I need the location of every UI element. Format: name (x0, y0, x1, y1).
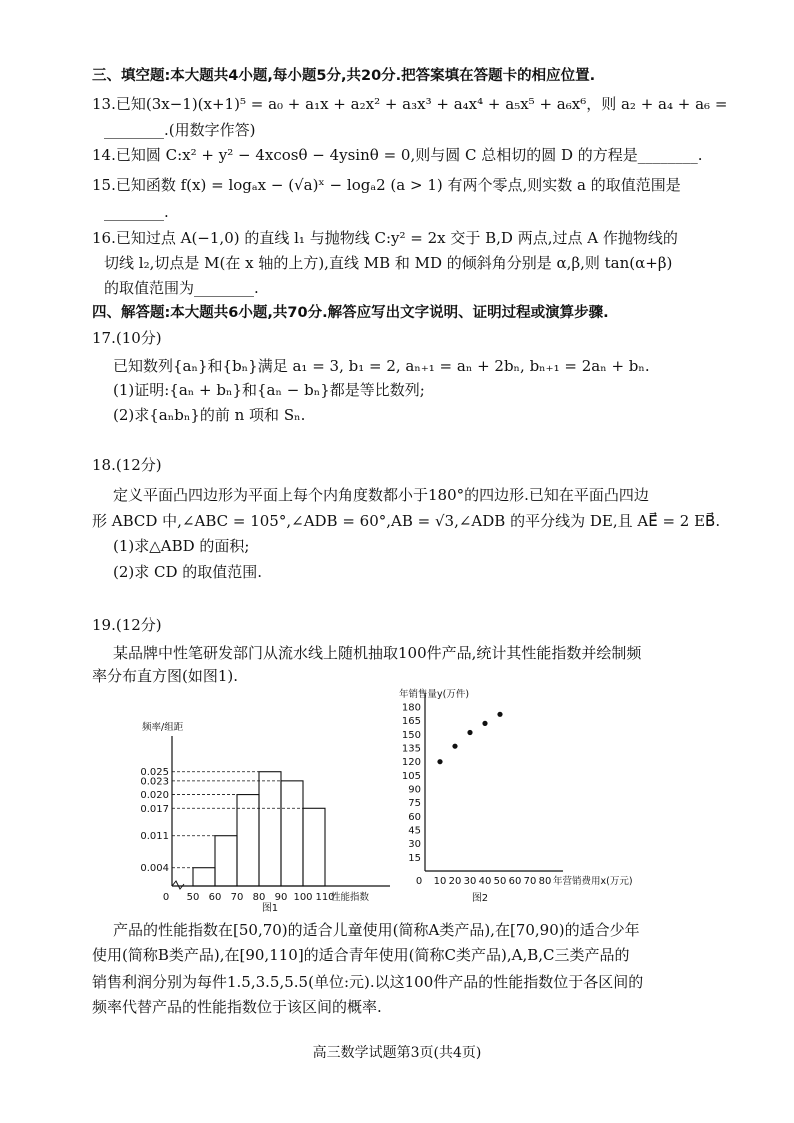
axis-break-mark (172, 881, 184, 889)
scatter-point (482, 721, 487, 726)
y-tick-label: 15 (408, 852, 421, 864)
y-tick-label: 180 (401, 702, 421, 714)
y-tick-label: 0.017 (140, 803, 169, 815)
x-tick-label: 60 (508, 876, 522, 887)
paragraph-line-1: 产品的性能指数在[50,70)的适合儿童使用(简称A类产品),在[70,90)的适合少年 (113, 921, 640, 939)
page-footer: 高三数学试题第3页(共4页) (312, 1045, 482, 1061)
question-13-line-1: 13.已知(3x−1)(x+1)⁵ = a₀ + a₁x + a₂x² + a₃x³ + a₄x⁴ + a₅x⁵ + a₆x⁶，则 a₂ + a₄ + a₆ = (92, 95, 728, 113)
histogram-bar (193, 868, 215, 886)
y-tick-label: 30 (408, 839, 421, 851)
question-18-line-2: 形 ABCD 中,∠ABC = 105°,∠ADB = 60°,AB = √3,∠ADB 的平分线为 DE,且 AE⃗ = 2 EB⃗. (92, 512, 721, 530)
y-tick-label: 45 (408, 825, 421, 837)
figure-1-histogram (140, 718, 405, 918)
scatter-point (497, 712, 502, 717)
question-17-statement: 已知数列{aₙ}和{bₙ}满足 a₁ = 3, b₁ = 2, aₙ₊₁ = aₙ + 2bₙ, bₙ₊₁ = 2aₙ + bₙ. (113, 357, 650, 375)
y-tick-label: 165 (401, 716, 421, 728)
x-tick-label: 50 (493, 876, 507, 887)
histogram-bar (303, 808, 325, 886)
question-17-header: 17.(10分) (92, 329, 162, 347)
question-14: 14.已知圆 C:x² + y² − 4xcosθ − 4ysinθ = 0,则与圆 C 总相切的圆 D 的方程是________. (92, 146, 703, 164)
question-16-line-2: 切线 l₂,切点是 M(在 x 轴的上方),直线 MB 和 MD 的倾斜角分别是 α,β,则 tan(α+β) (104, 254, 673, 272)
y-tick-label: 120 (401, 757, 421, 769)
question-16-line-1: 16.已知过点 A(−1,0) 的直线 l₁ 与抛物线 C:y² = 2x 交于 B,D 两点,过点 A 作抛物线的 (92, 229, 678, 247)
x-tick-label: 90 (274, 892, 288, 903)
question-15-line-2: ________. (104, 203, 169, 221)
section-three-heading: 三、填空题:本大题共4小题,每小题5分,共20分.把答案填在答题卡的相应位置. (92, 68, 596, 84)
x-tick-label: 30 (463, 876, 477, 887)
histogram-bar (215, 836, 237, 886)
x-tick-label: 0 (162, 892, 170, 903)
y-axis-label: 年销售量y(万件) (399, 689, 470, 700)
y-tick-label: 135 (401, 743, 421, 755)
question-19-line-1: 某品牌中性笔研发部门从流水线上随机抽取100件产品,统计其性能指数并绘制频 (113, 644, 642, 662)
x-axis-label: 性能指数 (331, 892, 370, 903)
y-tick-label: 60 (408, 811, 421, 823)
y-tick-label: 0.023 (140, 776, 169, 788)
question-19-line-2: 率分布直方图(如图1). (92, 667, 239, 685)
question-17-part-2: (2)求{aₙbₙ}的前 n 项和 Sₙ. (113, 406, 306, 424)
x-tick-label: 10 (433, 876, 447, 887)
x-tick-label: 70 (523, 876, 537, 887)
figure-2-scatter (395, 685, 665, 910)
x-tick-label: 80 (252, 892, 266, 903)
question-18-part-1: (1)求△ABD 的面积; (113, 537, 250, 555)
question-15-line-1: 15.已知函数 f(x) = logₐx − (√a)ˣ − logₐ2 (a > 1) 有两个零点,则实数 a 的取值范围是 (92, 176, 681, 194)
y-axis-label: 频率/组距 (142, 722, 184, 733)
question-16-line-3: 的取值范围为________. (104, 279, 259, 297)
figure-caption: 图2 (471, 893, 489, 904)
x-tick-label: 60 (208, 892, 222, 903)
x-tick-label: 110 (315, 892, 335, 903)
x-tick-label: 70 (230, 892, 244, 903)
x-axis-label: 年营销费用x(万元) (553, 876, 633, 887)
figure-caption: 图1 (261, 903, 279, 914)
x-tick-label: 20 (448, 876, 462, 887)
question-18-line-1: 定义平面凸四边形为平面上每个内角度数都小于180°的四边形.已知在平面凸四边 (113, 486, 649, 504)
question-19-header: 19.(12分) (92, 616, 162, 634)
y-tick-label: 0.025 (140, 767, 169, 779)
y-tick-label: 0.011 (140, 831, 169, 843)
x-tick-label: 40 (478, 876, 492, 887)
y-tick-label: 0.020 (140, 790, 169, 802)
question-13-line-2: ________.(用数字作答) (104, 121, 256, 139)
scatter-point (467, 730, 472, 735)
y-tick-label: 75 (408, 798, 421, 810)
scatter-point (437, 759, 442, 764)
paragraph-line-2: 使用(简称B类产品),在[90,110]的适合青年使用(简称C类产品),A,B,C三类产品的 (92, 946, 630, 964)
x-tick-label: 80 (538, 876, 552, 887)
y-tick-label: 105 (401, 770, 421, 782)
y-tick-label: 150 (401, 729, 421, 741)
y-tick-label: 0.004 (140, 863, 169, 875)
scatter-point (452, 744, 457, 749)
paragraph-line-3: 销售利润分别为每件1.5,3.5,5.5(单位:元).以这100件产品的性能指数位于各区间的 (92, 973, 644, 991)
origin-label: 0 (415, 876, 423, 887)
x-tick-label: 50 (186, 892, 200, 903)
section-four-heading: 四、解答题:本大题共6小题,共70分.解答应写出文字说明、证明过程或演算步骤. (92, 305, 609, 321)
y-tick-label: 90 (408, 784, 421, 796)
histogram-bar (281, 781, 303, 886)
question-17-part-1: (1)证明:{aₙ + bₙ}和{aₙ − bₙ}都是等比数列; (113, 381, 425, 399)
paragraph-line-4: 频率代替产品的性能指数位于该区间的概率. (92, 998, 382, 1016)
x-tick-label: 100 (293, 892, 313, 903)
histogram-bar (259, 772, 281, 886)
question-18-part-2: (2)求 CD 的取值范围. (113, 563, 263, 581)
question-18-header: 18.(12分) (92, 456, 162, 474)
